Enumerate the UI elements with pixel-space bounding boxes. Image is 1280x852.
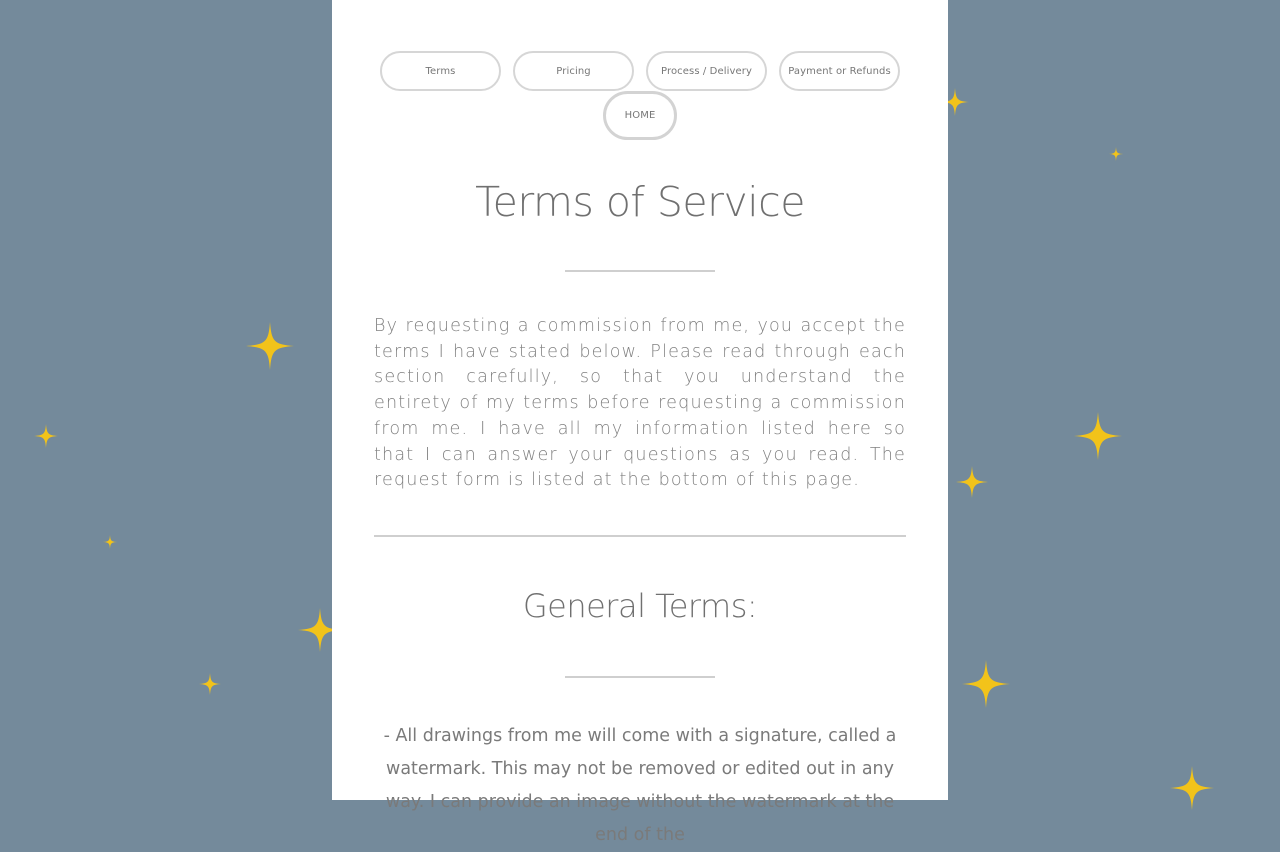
sparkle-star-icon — [199, 673, 221, 695]
top-navigation — [332, 51, 948, 141]
general-terms-text: - All drawings from me will come with a signature, called a watermark. This may not be removed or edited out in any way. I can provide an image without the watermark at the end of the — [383, 726, 897, 845]
sparkle-star-icon — [1074, 412, 1122, 460]
section-title: General Terms: — [522, 587, 758, 625]
sparkle-star-icon — [34, 424, 58, 448]
sparkle-star-icon — [1170, 766, 1214, 810]
nav-button-home[interactable]: HOME — [603, 91, 677, 140]
page-title: Terms of Service — [475, 178, 805, 226]
sparkle-star-icon — [956, 466, 988, 498]
intro-paragraph: By requesting a commission from me, you accept the terms I have stated below. Please read through each section carefully, so that you understand the entirety of my terms before requesting a commission from me. I have all my information listed here so that I can answer your questions as you read. The request form is listed at the bottom of this page. — [374, 316, 906, 491]
section-title-divider — [565, 676, 715, 678]
sparkle-star-icon — [246, 322, 294, 370]
title-divider — [565, 270, 715, 272]
nav-button-process-delivery[interactable]: Process / Delivery — [646, 51, 767, 91]
nav-button-payment-refunds[interactable]: Payment or Refunds — [779, 51, 900, 91]
nav-button-terms[interactable]: Terms — [380, 51, 501, 91]
content-panel — [332, 0, 948, 845]
sparkle-star-icon — [1109, 147, 1123, 161]
section-divider — [374, 535, 906, 537]
sparkle-star-icon — [962, 660, 1010, 708]
nav-button-pricing[interactable]: Pricing — [513, 51, 634, 91]
sparkle-star-icon — [103, 535, 117, 549]
